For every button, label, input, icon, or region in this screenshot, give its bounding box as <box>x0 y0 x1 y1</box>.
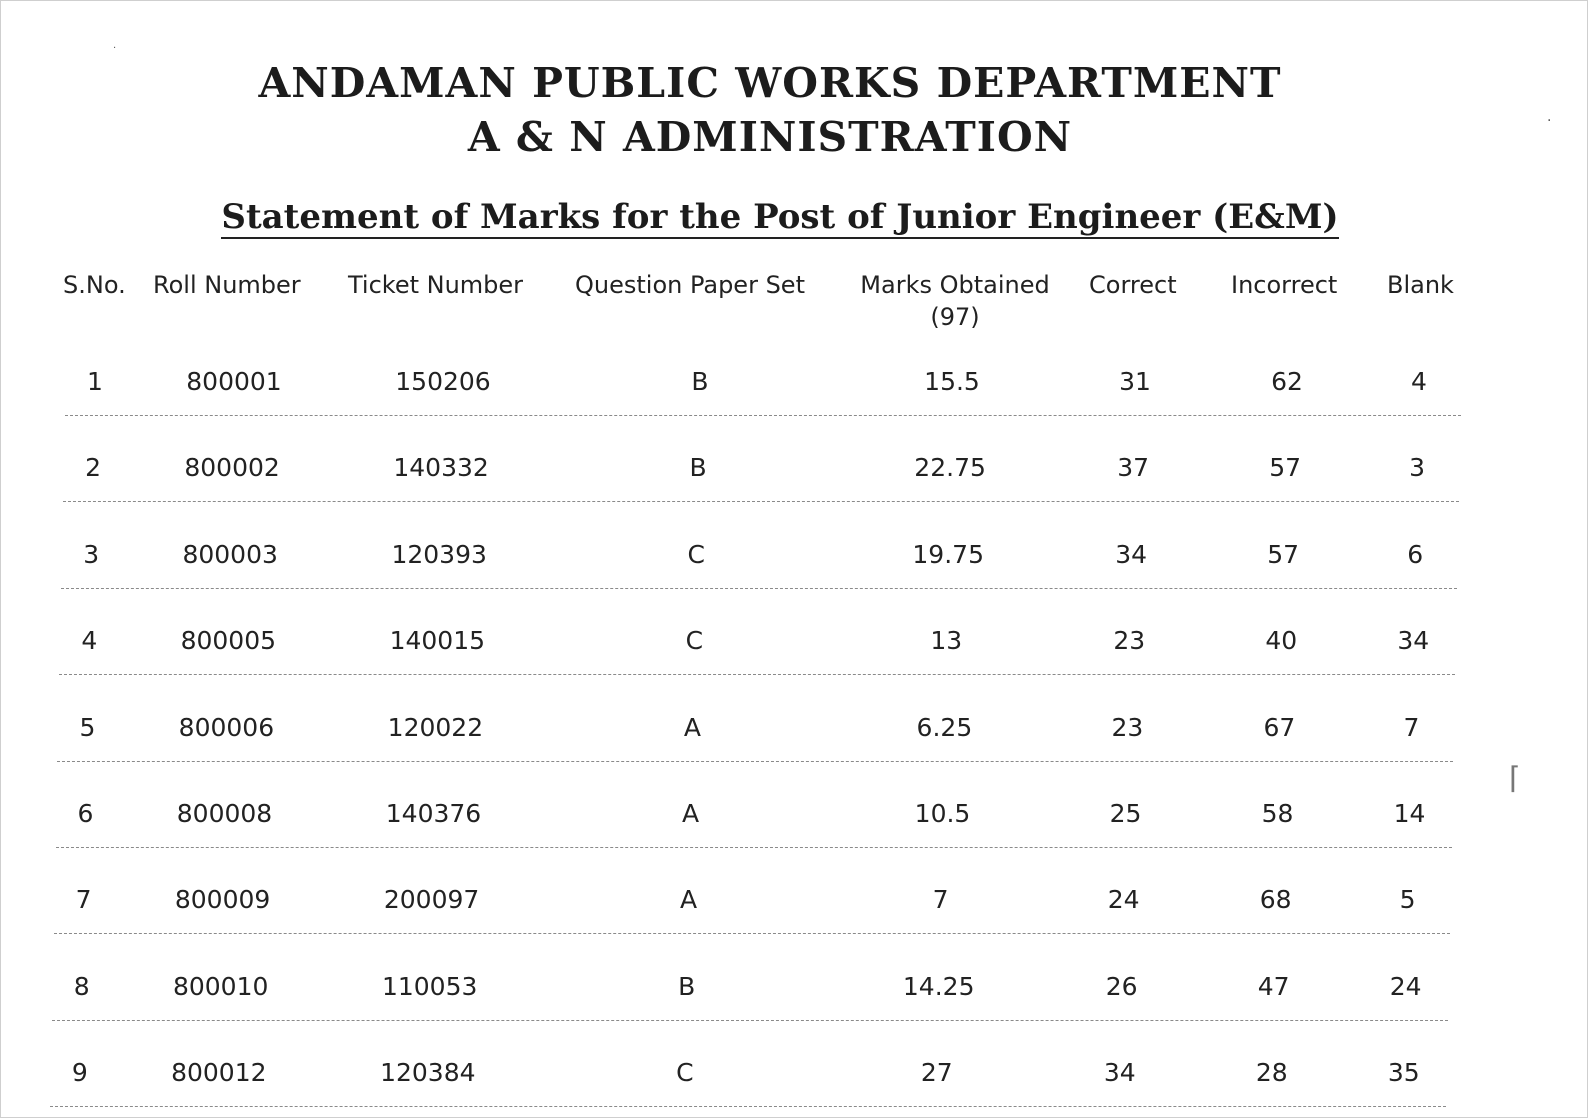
row-divider <box>59 674 1455 675</box>
row-divider <box>54 933 1450 934</box>
row-divider <box>56 847 1452 848</box>
cell-blank: 5 <box>1399 885 1416 915</box>
header-incorrect: Incorrect <box>1231 271 1338 299</box>
cell-question-paper-set: A <box>680 885 698 915</box>
row-divider <box>57 761 1453 762</box>
scan-speck: · <box>113 43 117 54</box>
cell-correct: 31 <box>1119 367 1151 396</box>
cell-question-paper-set: B <box>689 453 707 483</box>
cell-ticket-number: 140015 <box>389 626 486 656</box>
cell-question-paper-set: B <box>678 971 696 1001</box>
cell-correct: 25 <box>1109 799 1142 828</box>
cell-marks-obtained: 7 <box>932 885 949 915</box>
cell-incorrect: 58 <box>1261 799 1294 828</box>
cell-sno: 8 <box>73 971 90 1001</box>
cell-sno: 1 <box>87 367 103 396</box>
row-divider <box>61 588 1457 589</box>
cell-sno: 4 <box>81 626 98 656</box>
cell-ticket-number: 110053 <box>381 971 478 1001</box>
header-marks-total: (97) <box>930 303 980 331</box>
row-divider <box>65 415 1461 416</box>
cell-correct: 23 <box>1113 626 1146 656</box>
cell-question-paper-set: C <box>685 626 704 656</box>
cell-roll-number: 800009 <box>174 885 271 915</box>
cell-ticket-number: 150206 <box>395 367 491 396</box>
cell-incorrect: 67 <box>1263 712 1296 742</box>
cell-incorrect: 28 <box>1255 1058 1288 1088</box>
cell-ticket-number: 120384 <box>380 1058 476 1088</box>
header-roll-number: Roll Number <box>153 271 301 299</box>
cell-sno: 5 <box>79 712 96 742</box>
cell-incorrect: 57 <box>1269 453 1301 483</box>
statement-title <box>1 197 1587 237</box>
cell-marks-obtained: 10.5 <box>914 799 971 828</box>
cell-blank: 7 <box>1403 712 1420 742</box>
cell-blank: 6 <box>1407 539 1424 569</box>
cell-sno: 9 <box>71 1058 88 1088</box>
header-sno: S.No. <box>63 271 126 299</box>
cell-ticket-number: 120022 <box>387 712 484 742</box>
header-correct: Correct <box>1089 271 1177 299</box>
cell-ticket-number: 140332 <box>393 453 489 483</box>
cell-incorrect: 57 <box>1267 539 1300 569</box>
cell-question-paper-set: C <box>687 539 705 569</box>
row-divider <box>52 1020 1448 1021</box>
cell-incorrect: 68 <box>1259 885 1292 915</box>
cell-roll-number: 800006 <box>178 712 275 742</box>
scan-speck: · <box>1547 113 1552 129</box>
cell-roll-number: 800008 <box>176 799 273 828</box>
cell-roll-number: 800012 <box>171 1058 267 1088</box>
cell-roll-number: 800005 <box>180 626 277 656</box>
header-marks-obtained-label: Marks Obtained <box>860 271 1050 299</box>
cell-question-paper-set: C <box>676 1058 694 1088</box>
cell-sno: 7 <box>75 885 92 915</box>
cell-sno: 6 <box>77 799 94 828</box>
cell-correct: 34 <box>1103 1058 1136 1088</box>
cell-ticket-number: 120393 <box>391 539 487 569</box>
cell-correct: 37 <box>1117 453 1149 483</box>
cell-correct: 23 <box>1111 712 1144 742</box>
cell-blank: 35 <box>1387 1058 1420 1088</box>
cell-marks-obtained: 13 <box>930 626 963 656</box>
cell-marks-obtained: 6.25 <box>916 712 973 742</box>
cell-question-paper-set: B <box>691 367 709 396</box>
organization-name: ANDAMAN PUBLIC WORKS DEPARTMENT <box>258 59 1282 107</box>
cell-question-paper-set: A <box>681 799 700 828</box>
cell-correct: 26 <box>1105 971 1138 1001</box>
header-marks-obtained <box>849 271 1061 331</box>
cell-roll-number: 800003 <box>182 539 278 569</box>
cell-ticket-number: 200097 <box>383 885 480 915</box>
cell-blank: 4 <box>1411 367 1427 396</box>
cell-blank: 14 <box>1393 799 1426 828</box>
cell-marks-obtained: 27 <box>920 1058 953 1088</box>
cell-question-paper-set: A <box>683 712 701 742</box>
cell-blank: 34 <box>1397 626 1430 656</box>
row-divider <box>63 501 1459 502</box>
header-ticket-number: Ticket Number <box>348 271 524 299</box>
scan-mark: ⌈ <box>1509 761 1521 796</box>
cell-roll-number: 800002 <box>184 453 280 483</box>
cell-roll-number: 800001 <box>186 367 282 396</box>
cell-roll-number: 800010 <box>172 971 269 1001</box>
cell-blank: 24 <box>1389 971 1422 1001</box>
cell-ticket-number: 140376 <box>385 799 482 828</box>
cell-sno: 3 <box>83 539 100 569</box>
cell-marks-obtained: 14.25 <box>902 971 975 1001</box>
header-blank: Blank <box>1387 271 1454 299</box>
statement-title-text: Statement of Marks for the Post of Junior Engineer (E&M) <box>221 197 1339 237</box>
header-question-paper-set: Question Paper Set <box>575 271 805 299</box>
row-divider <box>50 1106 1446 1107</box>
cell-correct: 34 <box>1115 539 1148 569</box>
administration-name: A & N ADMINISTRATION <box>467 113 1073 161</box>
cell-incorrect: 47 <box>1257 971 1290 1001</box>
cell-correct: 24 <box>1107 885 1140 915</box>
cell-incorrect: 40 <box>1265 626 1298 656</box>
cell-marks-obtained: 22.75 <box>914 453 986 483</box>
cell-sno: 2 <box>85 453 102 483</box>
cell-marks-obtained: 19.75 <box>912 539 984 569</box>
cell-incorrect: 62 <box>1271 367 1303 396</box>
cell-marks-obtained: 15.5 <box>924 367 980 396</box>
cell-blank: 3 <box>1409 453 1426 483</box>
